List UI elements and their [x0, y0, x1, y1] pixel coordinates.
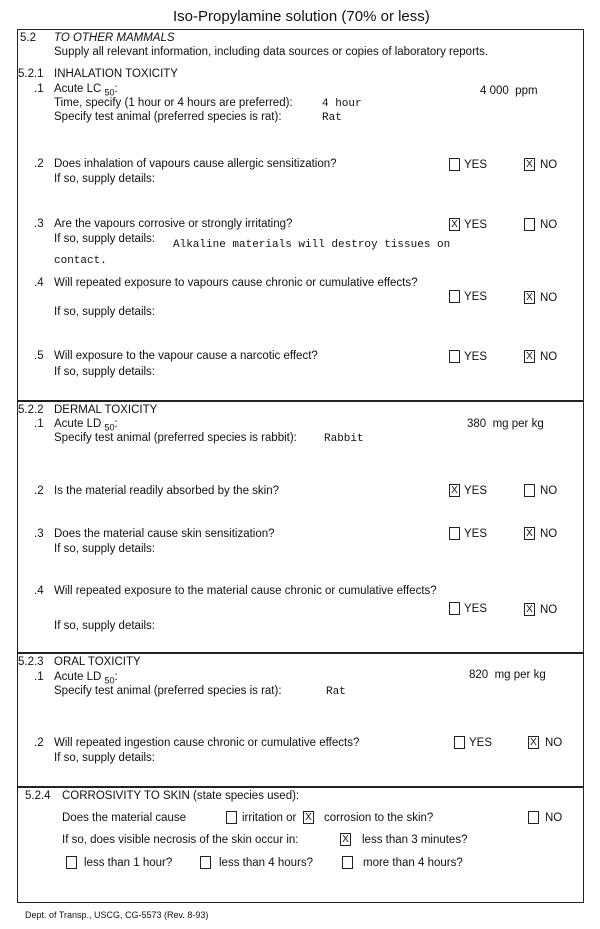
acute-ld50-label — [54, 671, 118, 685]
no-checkbox[interactable]: X — [528, 736, 539, 749]
question-text: Does the material cause skin sensitization? — [54, 528, 275, 540]
no-checkbox[interactable]: X — [524, 291, 535, 304]
subsection-number: 5.2.3 — [18, 656, 44, 668]
subscript: 50 — [104, 87, 115, 98]
irritation-checkbox[interactable] — [226, 811, 237, 824]
unit: mg per kg — [494, 669, 546, 681]
colon: : — [114, 83, 118, 95]
no-label: NO — [540, 485, 558, 497]
subsection-heading: ORAL TOXICITY — [54, 656, 141, 668]
necrosis-question: If so, does visible necrosis of the skin occur in: — [62, 834, 299, 846]
less-than-3-minutes-label: less than 3 minutes? — [362, 834, 468, 846]
answer-line-1: Alkaline materials will destroy tissues on — [173, 239, 451, 251]
no-checkbox[interactable]: X — [524, 350, 535, 363]
answer-line-2: contact. — [54, 255, 107, 267]
acute-ld50-value — [469, 669, 546, 681]
label-text: Acute LD — [54, 671, 102, 683]
question-text: Is the material readily absorbed by the skin? — [54, 485, 280, 497]
item-number: .2 — [34, 485, 44, 497]
yes-checkbox[interactable] — [449, 158, 460, 171]
question-text: Will exposure to the vapour cause a narcotic effect? — [54, 350, 318, 362]
yes-checkbox[interactable]: X — [449, 218, 460, 231]
item-number: .4 — [34, 277, 44, 289]
yes-checkbox[interactable] — [449, 350, 460, 363]
question-text: Does inhalation of vapours cause allergic sensitization? — [54, 158, 337, 170]
label-text: Acute LC — [54, 83, 102, 95]
yes-checkbox[interactable] — [449, 290, 460, 303]
corrosivity-question: Does the material cause — [62, 812, 187, 824]
no-label: NO — [540, 159, 558, 171]
subsection-number: 5.2.4 — [25, 790, 51, 802]
acute-lc50-label — [54, 83, 118, 97]
acute-ld50-value — [467, 418, 544, 430]
item-number: .2 — [34, 158, 44, 170]
details-label: If so, supply details: — [54, 543, 155, 555]
item-number: .2 — [34, 737, 44, 749]
item-number: .5 — [34, 350, 44, 362]
yes-label: YES — [464, 351, 488, 363]
yes-label: YES — [464, 291, 488, 303]
animal-value: Rabbit — [324, 433, 364, 445]
question-text: Will repeated ingestion cause chronic or cumulative effects? — [54, 737, 360, 749]
less-than-4-hours-checkbox[interactable] — [200, 856, 211, 869]
no-label: NO — [540, 351, 558, 363]
question-text: Are the vapours corrosive or strongly irritating? — [54, 218, 293, 230]
details-label: If so, supply details: — [54, 173, 155, 185]
time-label: Time, specify (1 hour or 4 hours are preferred): — [54, 97, 293, 109]
less-than-1-hour-label: less than 1 hour? — [84, 857, 173, 869]
animal-value: Rat — [326, 686, 346, 698]
no-label: NO — [540, 219, 558, 231]
section-number: 5.2 — [20, 32, 36, 44]
subscript: 50 — [104, 422, 115, 433]
unit: mg per kg — [492, 418, 544, 430]
no-checkbox[interactable] — [524, 218, 535, 231]
yes-checkbox[interactable] — [454, 736, 465, 749]
acute-lc50-value — [480, 85, 538, 97]
no-label: NO — [540, 528, 558, 540]
unit: ppm — [515, 85, 538, 97]
yes-checkbox[interactable] — [449, 527, 460, 540]
section-heading: TO OTHER MAMMALS — [54, 32, 175, 44]
no-checkbox[interactable] — [524, 484, 535, 497]
subscript: 50 — [104, 675, 115, 686]
item-number: .4 — [34, 585, 44, 597]
more-than-4-hours-checkbox[interactable] — [342, 856, 353, 869]
question-text: Will repeated exposure to vapours cause chronic or cumulative effects? — [54, 277, 418, 289]
animal-label: Specify test animal (preferred species is rat): — [54, 111, 282, 123]
yes-checkbox[interactable] — [449, 602, 460, 615]
no-checkbox[interactable]: X — [524, 158, 535, 171]
more-than-4-hours-label: more than 4 hours? — [363, 857, 463, 869]
animal-label: Specify test animal (preferred species is rabbit): — [54, 432, 297, 444]
label-text: Acute LD — [54, 418, 102, 430]
less-than-3-minutes-checkbox[interactable]: X — [340, 833, 351, 846]
no-checkbox[interactable]: X — [524, 527, 535, 540]
time-value: 4 hour — [322, 98, 362, 110]
no-label: NO — [545, 812, 563, 824]
form-footer: Dept. of Transp., USCG, CG-5573 (Rev. 8-93) — [25, 910, 209, 920]
yes-label: YES — [464, 485, 488, 497]
less-than-1-hour-checkbox[interactable] — [66, 856, 77, 869]
section-note: Supply all relevant information, including data sources or copies of laboratory reports. — [54, 46, 489, 58]
animal-label: Specify test animal (preferred species is rat): — [54, 685, 282, 697]
subsection-heading: DERMAL TOXICITY — [54, 404, 158, 416]
item-number: .1 — [34, 671, 44, 683]
no-checkbox[interactable]: X — [524, 603, 535, 616]
colon: : — [114, 671, 118, 683]
question-text: Will repeated exposure to the material cause chronic or cumulative effects? — [54, 585, 437, 597]
details-label: If so, supply details: — [54, 620, 155, 632]
value: 4 000 — [480, 85, 509, 97]
page-title: Iso-Propylamine solution (70% or less) — [173, 8, 430, 25]
animal-value: Rat — [322, 112, 342, 124]
yes-label: YES — [464, 603, 488, 615]
details-label: If so, supply details: — [54, 752, 155, 764]
acute-ld50-label — [54, 418, 118, 432]
item-number: .3 — [34, 218, 44, 230]
corrosion-checkbox[interactable]: X — [303, 811, 314, 824]
no-label: NO — [540, 292, 558, 304]
item-number: .3 — [34, 528, 44, 540]
corrosion-label: corrosion to the skin? — [324, 812, 434, 824]
subsection-heading: CORROSIVITY TO SKIN (state species used): — [62, 790, 300, 802]
subsection-heading: INHALATION TOXICITY — [54, 68, 178, 80]
no-label: NO — [540, 604, 558, 616]
yes-label: YES — [464, 528, 488, 540]
details-label: If so, supply details: — [54, 366, 155, 378]
irritation-label: irritation or — [242, 812, 297, 824]
value: 820 — [469, 669, 489, 681]
subsection-number: 5.2.2 — [18, 404, 44, 416]
value: 380 — [467, 418, 487, 430]
colon: : — [114, 418, 118, 430]
no-label: NO — [545, 737, 563, 749]
less-than-4-hours-label: less than 4 hours? — [219, 857, 313, 869]
item-number: .1 — [34, 418, 44, 430]
item-number: .1 — [34, 83, 44, 95]
yes-label: YES — [469, 737, 493, 749]
yes-label: YES — [464, 219, 488, 231]
details-label: If so, supply details: — [54, 306, 155, 318]
no-checkbox[interactable] — [528, 811, 539, 824]
subsection-number: 5.2.1 — [18, 68, 44, 80]
yes-label: YES — [464, 159, 488, 171]
details-label: If so, supply details: — [54, 233, 155, 245]
yes-checkbox[interactable]: X — [449, 484, 460, 497]
